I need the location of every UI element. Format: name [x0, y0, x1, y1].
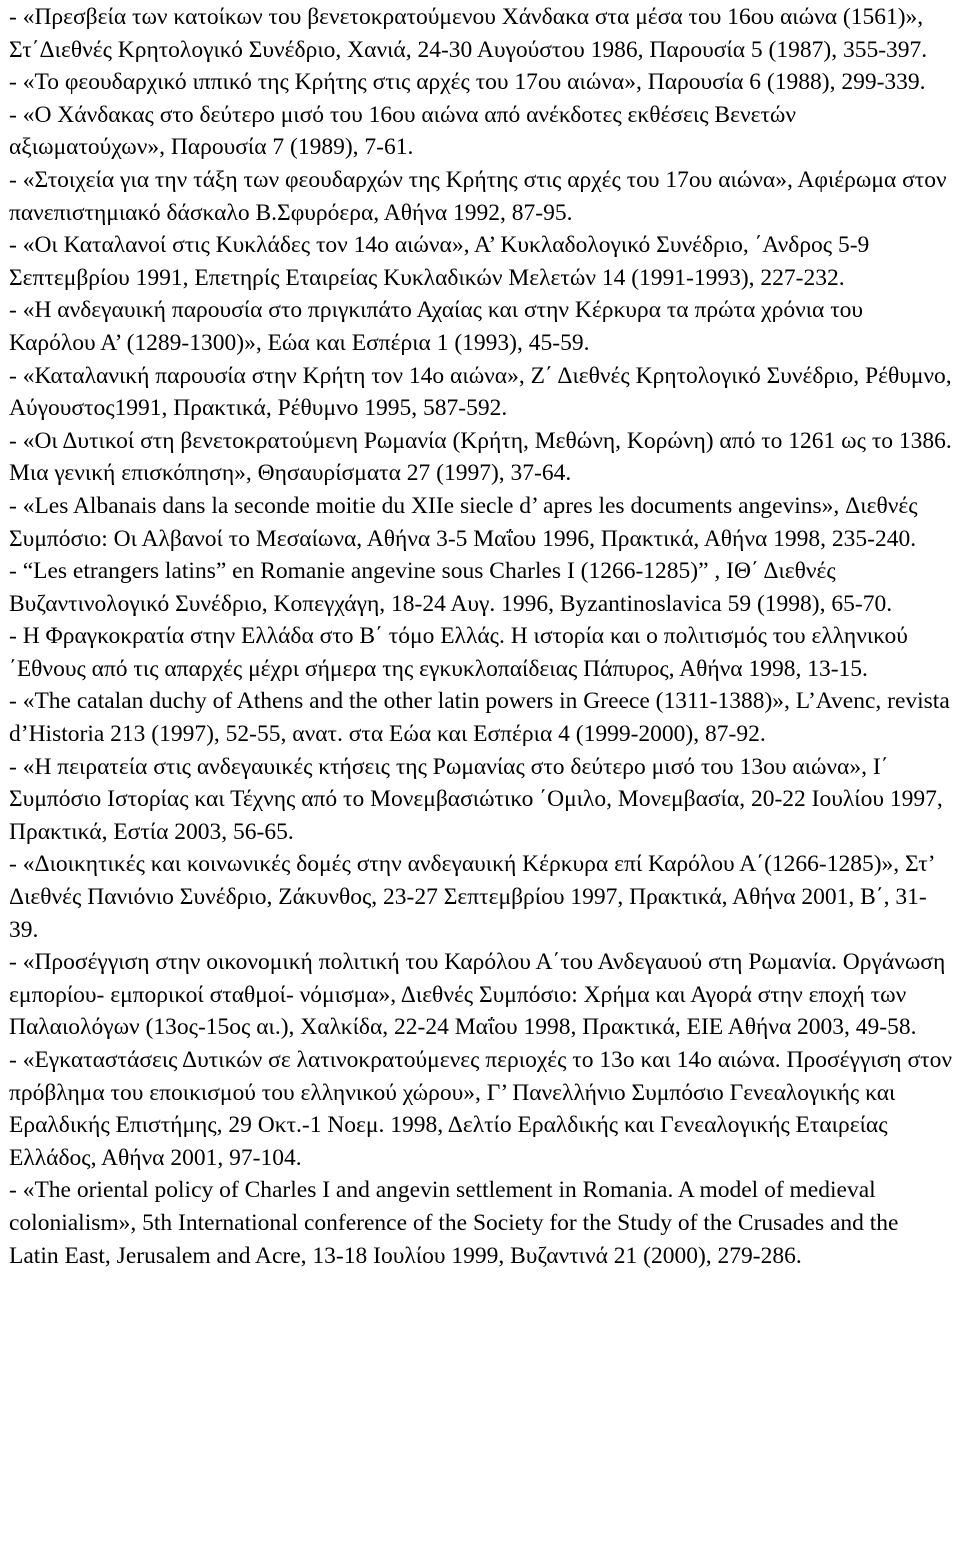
bibliography-list [9, 1, 952, 1272]
bibliography-entry: - “Les etrangers latins” en Romanie angevine sous Charles I (1266-1285)” , ΙΘ΄ Διεθνές Βυζαντινολογικό Συνέδριο, Κοπεγχάγη, 18-24 Αυγ. 1996, Byzantinoslavica 59 (1998), 65-70. [9, 558, 893, 617]
bibliography-entry: - «Καταλανική παρουσία στην Κρήτη τον 14ο αιώνα», Ζ΄ Διεθνές Κρητολογικό Συνέδριο, Ρέθυμνο, Αύγουστος1991, Πρακτικά, Ρέθυμνο 1995, 587-592. [9, 362, 952, 422]
bibliography-entry: - «Οι Καταλανοί στις Κυκλάδες τον 14ο αιώνα», Α’ Κυκλαδολογικό Συνέδριο, ΄Ανδρος 5-9 Σεπτεμβρίου 1991, Επετηρίς Εταιρείας Κυκλαδικών Μελετών 14 (1991-1993), 227-232. [9, 232, 870, 291]
bibliography-entry: - «Διοικητικές και κοινωνικές δομές στην ανδεγαυική Κέρκυρα επί Καρόλου Α΄(1266-1285)», Στ’ Διεθνές Πανιόνιο Συνέδριο, Ζάκυνθος, 23-27 Σεπτεμβρίου 1997, Πρακτικά, Αθήνα 2001, Β΄, 31-39. [9, 851, 934, 943]
bibliography-entry: - «Οι Δυτικοί στη βενετοκρατούμενη Ρωμανία (Κρήτη, Μεθώνη, Κορώνη) από το 1261 ως το 1386. Μια γενική επισκόπηση», Θησαυρίσματα 27 (1997), 37-64. [9, 427, 952, 487]
bibliography-entry: - «Το φεουδαρχικό ιππικό της Κρήτης στις αρχές του 17ου αιώνα», Παρουσία 6 (1988), 299-339. [9, 69, 926, 96]
bibliography-entry: - «The catalan duchy of Athens and the other latin powers in Greece (1311-1388)», L’Avenc, revista d’Historia 213 (1997), 52-55, ανατ. στα Εώα και Εσπέρια 4 (1999-2000), 87-92. [9, 688, 950, 748]
bibliography-entry: - «Ο Χάνδακας στο δεύτερο μισό του 16ου αιώνα από ανέκδοτες εκθέσεις Βενετών αξιωματούχων», Παρουσία 7 (1989), 7-61. [9, 101, 796, 161]
bibliography-entry: - «Les Albanais dans la seconde moitie du XIIe siecle d’ apres les documents angevins», Διεθνές Συμπόσιο: Οι Αλβανοί το Μεσαίωνα, Αθήνα 3-5 Μαΐου 1996, Πρακτικά, Αθήνα 1998, 235-240. [9, 492, 918, 552]
bibliography-entry: - «Πρεσβεία των κατοίκων του βενετοκρατούμενου Χάνδακα στα μέσα του 16ου αιώνα (1561)», Στ΄Διεθνές Κρητολογικό Συνέδριο, Χανιά, 24-30 Αυγούστου 1986, Παρουσία 5 (1987), 355-397. [9, 4, 928, 63]
bibliography-entry: - Η Φραγκοκρατία στην Ελλάδα στο Β΄ τόμο Ελλάς. Η ιστορία και ο πολιτισμός του ελληνικού ΄Εθνους από τις απαρχές μέχρι σήμερα της εγκυκλοπαίδειας Πάπυρος, Αθήνα 1998, 13-15. [9, 623, 908, 682]
bibliography-entry: - «The oriental policy of Charles I and angevin settlement in Romania. A model of medieval colonialism», 5th International conference of the Society for the Study of the Crusades and the Latin East, Jerusalem and Acre, 13-18 Ιουλίου 1999, Βυζαντινά 21 (2000), 279-286. [9, 1177, 899, 1269]
bibliography-entry: - «Η πειρατεία στις ανδεγαυικές κτήσεις της Ρωμανίας στο δεύτερο μισό του 13ου αιώνα», Ι΄ Συμπόσιο Ιστορίας και Τέχνης από το Μονεμβασιώτικο ΄Ομιλο, Μονεμβασία, 20-22 Ιουλίου 1997, Πρακτικά, Εστία 2003, 56-65. [9, 753, 943, 845]
bibliography-entry: - «Εγκαταστάσεις Δυτικών σε λατινοκρατούμενες περιοχές το 13ο και 14ο αιώνα. Προσέγγιση στον πρόβλημα του εποικισμού του ελληνικού χώρου», Γ’ Πανελλήνιο Συμπόσιο Γενεαλογικής και Εραλδικής Επιστήμης, 29 Οκτ.-1 Νοεμ. 1998, Δελτίο Εραλδικής και Γενεαλογικής Εταιρείας Ελλάδος, Αθήνα 2001, 97-104. [9, 1047, 952, 1171]
bibliography-entry: - «Προσέγγιση στην οικονομική πολιτική του Καρόλου Α΄του Ανδεγαυού στη Ρωμανία. Οργάνωση εμπορίου- εμπορικοί σταθμοί- νόμισμα», Διεθνές Συμπόσιο: Χρήμα και Αγορά στην εποχή των Παλαιολόγων (13ος-15ος αι.), Χαλκίδα, 22-24 Μαΐου 1998, Πρακτικά, ΕΙΕ Αθήνα 2003, 49-58. [9, 949, 946, 1041]
bibliography-entry: - «Στοιχεία για την τάξη των φεουδαρχών της Κρήτης στις αρχές του 17ου αιώνα», Αφιέρωμα στον πανεπιστημιακό δάσκαλο Β.Σφυρόερα, Αθήνα 1992, 87-95. [9, 166, 947, 226]
bibliography-entry: - «Η ανδεγαυική παρουσία στο πριγκιπάτο Αχαίας και στην Κέρκυρα τα πρώτα χρόνια του Καρόλου Α’ (1289-1300)», Εώα και Εσπέρια 1 (1993), 45-59. [9, 297, 864, 356]
